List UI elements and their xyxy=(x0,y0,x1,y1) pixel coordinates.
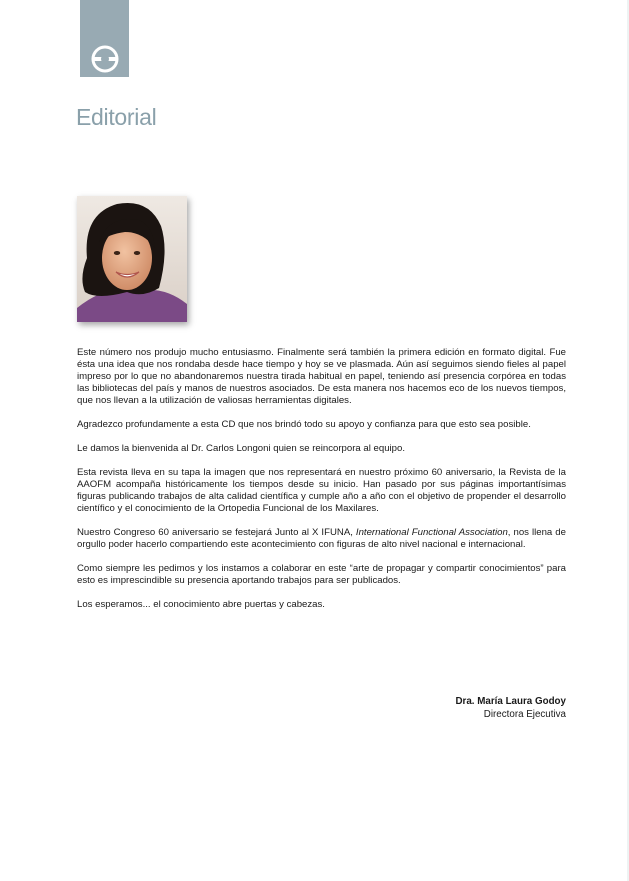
paragraph-6: Como siempre les pedimos y los instamos a colaborar en este “arte de propagar y compartir conocimientos” para esto es imprescindible su presencia aportando trabajos para ser publicados. xyxy=(77,563,566,586)
paragraph-5-italic: International Functional Association xyxy=(355,527,508,538)
paragraph-5-end: , nos llena de orgullo poder hacerlo compartiendo este acontecimiento con figuras de alto nivel nacional e internacional. xyxy=(77,527,566,550)
section-title: Editorial xyxy=(76,104,157,130)
author-photo xyxy=(77,196,187,322)
signature-name: Dra. María Laura Godoy xyxy=(455,696,566,707)
signature-role: Directora Ejecutiva xyxy=(483,709,566,720)
signature xyxy=(455,695,566,721)
paragraph-3: Le damos la bienvenida al Dr. Carlos Longoni quien se reincorpora al equipo. xyxy=(77,443,405,454)
paragraph-5-start: Nuestro Congreso 60 aniversario se festejará Junto al X IFUNA, xyxy=(77,527,356,538)
editorial-body xyxy=(77,347,566,623)
paragraph-2: Agradezco profundamente a esta CD que nos brindó todo su apoyo y confianza para que esto sea posible. xyxy=(77,419,531,430)
target-circle-icon xyxy=(90,44,120,74)
paragraph-1: Este número nos produjo mucho entusiasmo. Finalmente será también la primera edición en formato digital. Fue ésta una idea que nos rondaba desde hace tiempo y hoy se ve plasmada. Aún así seguimos siendo fieles al papel impreso por lo que no abandonaremos nuestra tirada habitual en papel, teniendo así presencia corpórea en todas las bibliotecas del país y manos de nuestros asociados. De esta manera nos hacemos eco de los nuevos tiempos, que nos llevan a la utilización de valiosas herramientas digitales. xyxy=(77,347,566,406)
paragraph-4: Esta revista lleva en su tapa la imagen que nos representará en nuestro próximo 60 aniversario, la Revista de la AAOFM acompaña históricamente los tiempos desde su inicio. Han pasado por sus páginas importantísimas figuras publicando trabajos de alta calidad científica y cumple año a año con el objetivo de propender el desarrollo científico y el conocimiento de la Ortopedia Funcional de los Maxilares. xyxy=(77,467,566,514)
section-tab xyxy=(80,0,129,77)
paragraph-7: Los esperamos... el conocimiento abre puertas y cabezas. xyxy=(77,599,325,610)
paragraph-5 xyxy=(77,527,566,551)
